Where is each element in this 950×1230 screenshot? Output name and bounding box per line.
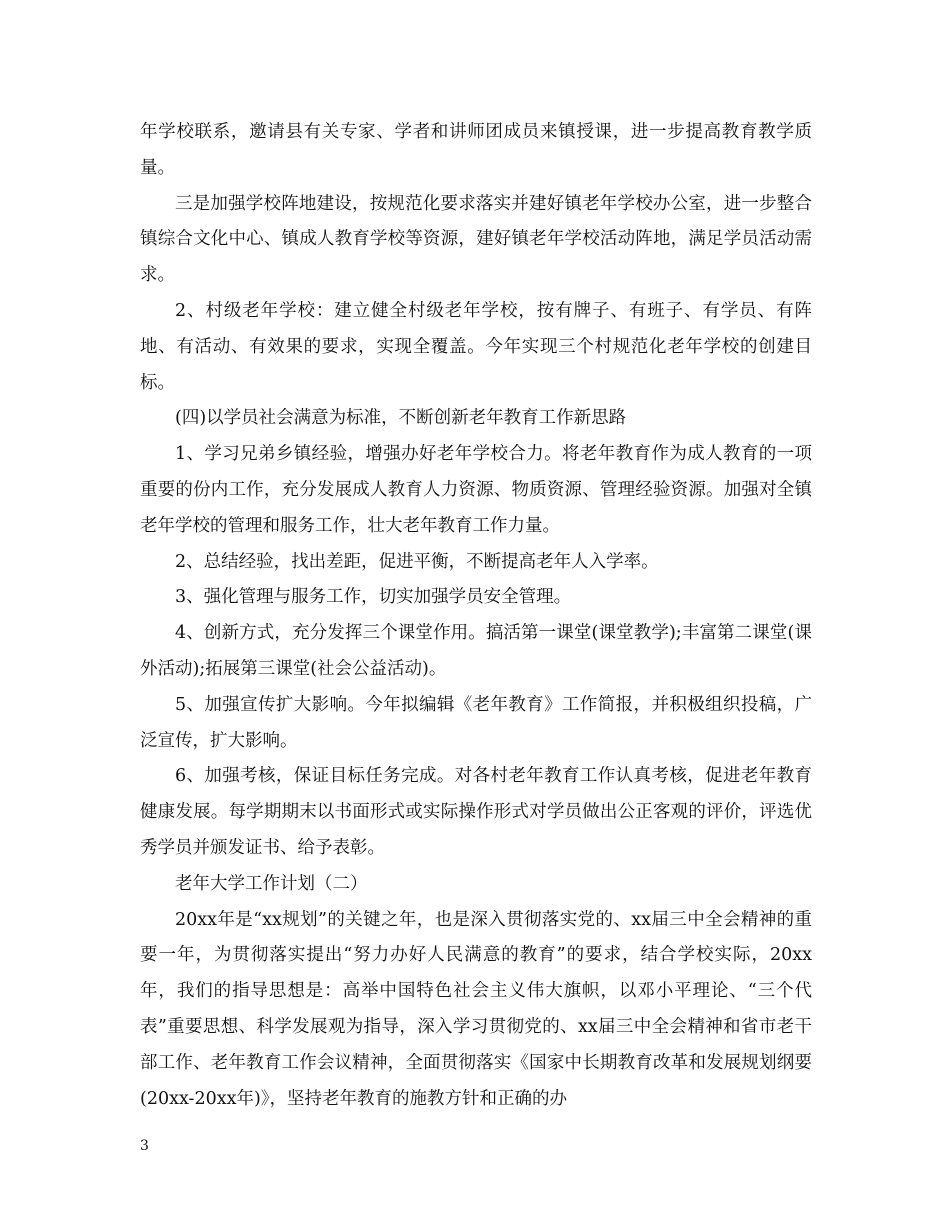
paragraph-3: 2、村级老年学校：建立健全村级老年学校，按有牌子、有班子、有学员、有阵地、有活动、有效果的要求，实现全覆盖。今年实现三个村规范化老年学校的创建目标。 <box>140 300 812 393</box>
paragraph-9: 5、加强宣传扩大影响。今年拟编辑《老年教育》工作简报，并积极组织投稿，广泛宣传，扩大影响。 <box>140 694 812 751</box>
paragraph-7: 3、强化管理与服务工作，切实加强学员安全管理。 <box>175 587 572 608</box>
paragraph-8: 4、创新方式，充分发挥三个课堂作用。搞活第一课堂(课堂教学);丰富第二课堂(课外活动);拓展第三课堂(社会公益活动)。 <box>140 623 812 679</box>
paragraph-2: 三是加强学校阵地建设，按规范化要求落实并建好镇老年学校办公室，进一步整合镇综合文化中心、镇成人教育学校等资源，建好镇老年学校活动阵地，满足学员活动需求。 <box>140 193 812 286</box>
paragraph-12: 20xx年是“xx规划”的关键之年，也是深入贯彻落实党的、xx届三中全会精神的重要一年，为贯彻落实提出“努力办好人民满意的教育”的要求，结合学校实际，20xx年，我们的指导思想是：高举中国特色社会主义伟大旗帜，以邓小平理论、“三个代表”重要思想、科学发展观为指导，深入学习贯彻党的、xx届三中全会精神和省市老干部工作、老年教育工作会议精神，全面贯彻落实《国家中长期教育改革和发展规划纲要(20xx-20xx年)》，坚持老年教育的施教方针和正确的办 <box>140 909 812 1109</box>
paragraph-5: 1、学习兄弟乡镇经验，增强办好老年学校合力。将老年教育作为成人教育的一项重要的份内工作，充分发展成人教育人力资源、物质资源、管理经验资源。加强对全镇老年学校的管理和服务工作，壮大老年教育工作力量。 <box>140 444 812 536</box>
page-number: 3 <box>140 1138 149 1154</box>
section-heading-4: (四)以学员社会满意为标准，不断创新老年教育工作新思路 <box>175 408 627 429</box>
paragraph-6: 2、总结经验，找出差距，促进平衡，不断提高老年人入学率。 <box>175 551 659 572</box>
plan-title-2: 老年大学工作计划（二） <box>175 873 368 894</box>
paragraph-1: 年学校联系，邀请县有关专家、学者和讲师团成员来镇授课，进一步提高教育教学质量。 <box>140 122 812 178</box>
paragraph-10: 6、加强考核，保证目标任务完成。对各村老年教育工作认真考核，促进老年教育健康发展。每学期期末以书面形式或实际操作形式对学员做出公正客观的评价，评选优秀学员并颁发证书、给予表彰。 <box>140 766 812 858</box>
document-body <box>140 115 812 1117</box>
